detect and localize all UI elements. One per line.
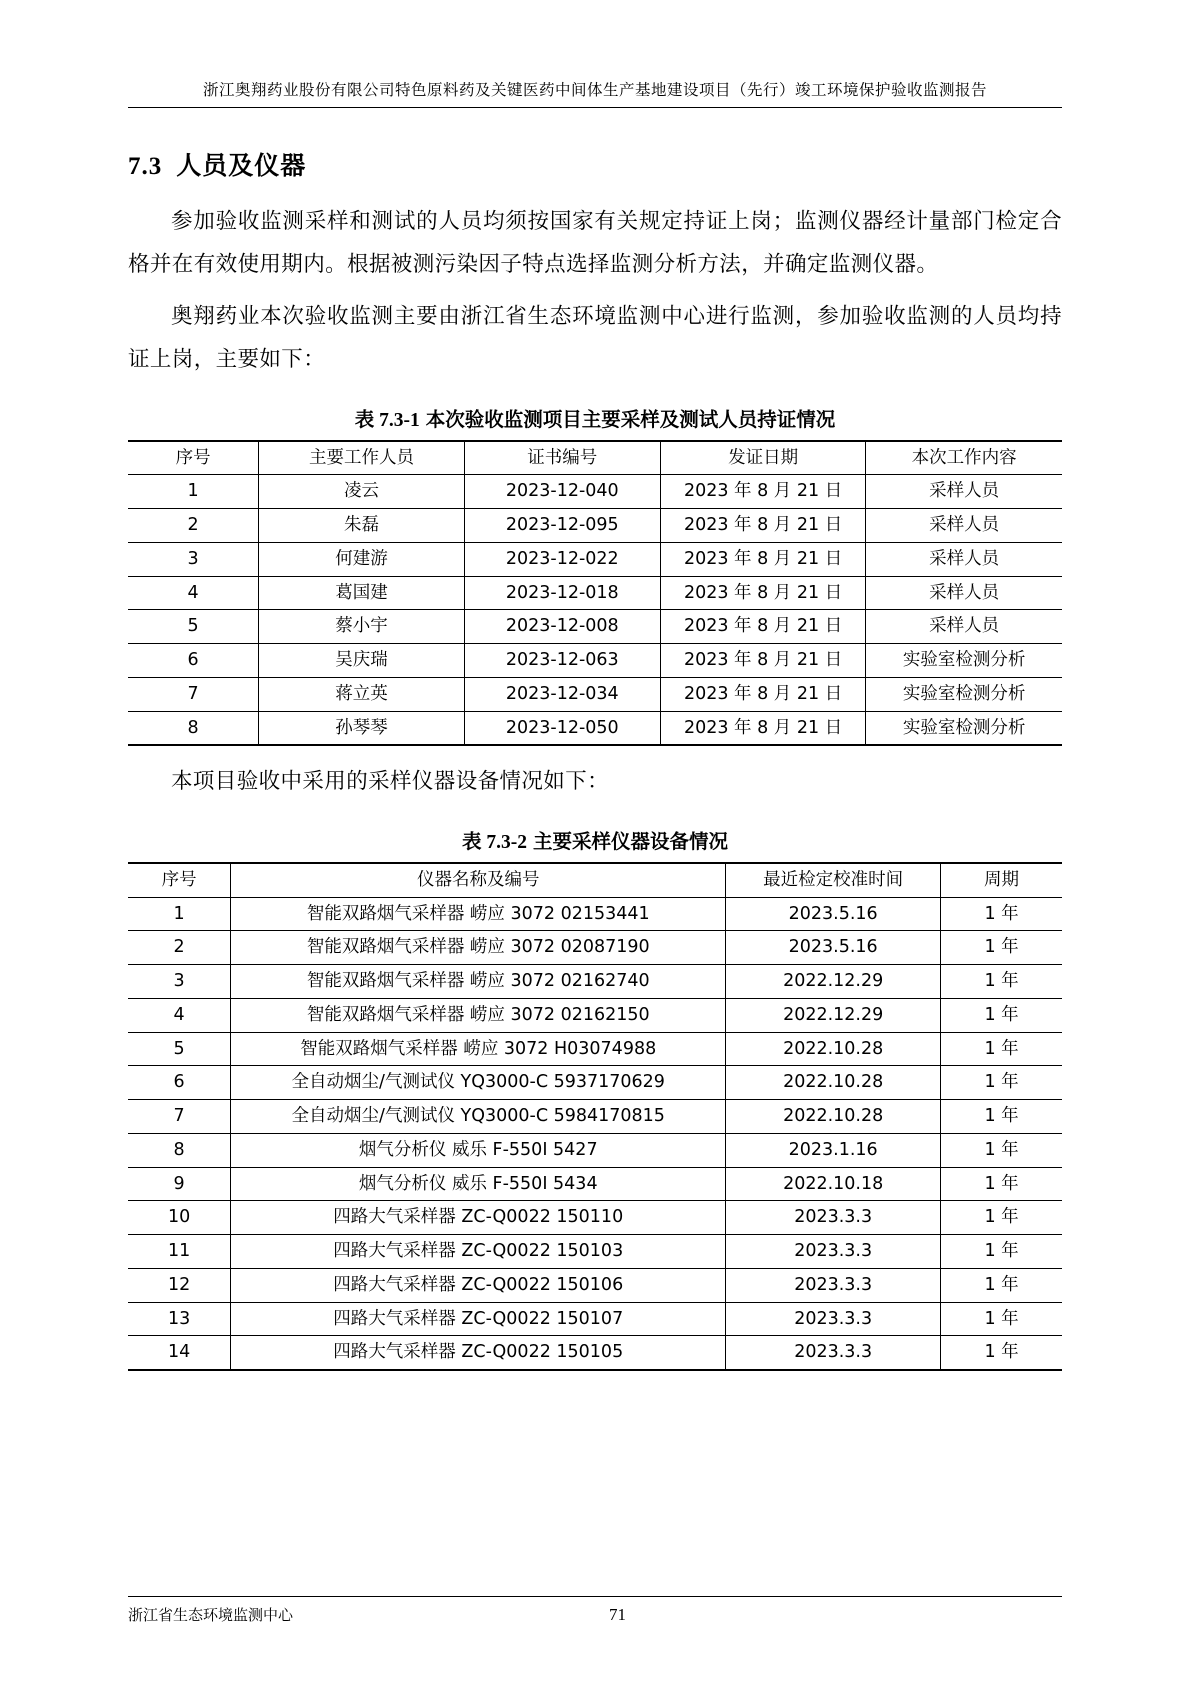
- table-cell: 智能双路烟气采样器 崂应 3072 H03074988: [231, 1032, 726, 1066]
- table-cell: 2022.10.28: [726, 1066, 941, 1100]
- table-7-3-2-number: 表 7.3-2: [461, 831, 527, 853]
- personnel-column-header: 发证日期: [660, 441, 865, 475]
- table-cell: 1: [128, 897, 231, 931]
- table-cell: 10: [128, 1201, 231, 1235]
- personnel-column-header: 序号: [128, 441, 259, 475]
- table-row: [128, 475, 1062, 509]
- table-cell: 采样人员: [866, 509, 1062, 543]
- table-cell: 2023.3.3: [726, 1201, 941, 1235]
- table-row: [128, 610, 1062, 644]
- table-row: [128, 542, 1062, 576]
- table-cell: 1 年: [941, 931, 1062, 965]
- table-cell: 2023.3.3: [726, 1336, 941, 1370]
- table-7-3-1-caption: [128, 404, 1062, 432]
- table-cell: 智能双路烟气采样器 崂应 3072 02162150: [231, 998, 726, 1032]
- section-title-text: 人员及仪器: [176, 151, 307, 180]
- table-equipment: [128, 862, 1062, 1371]
- table-cell: 2023 年 8 月 21 日: [660, 610, 865, 644]
- table-cell: 2023 年 8 月 21 日: [660, 677, 865, 711]
- table-cell: 四路大气采样器 ZC-Q0022 150105: [231, 1336, 726, 1370]
- table-row: [128, 576, 1062, 610]
- table-cell: 全自动烟尘/气测试仪 YQ3000-C 5937170629: [231, 1066, 726, 1100]
- table-cell: 2023 年 8 月 21 日: [660, 644, 865, 678]
- table-cell: 7: [128, 1100, 231, 1134]
- table-cell: 2023 年 8 月 21 日: [660, 542, 865, 576]
- table-cell: 何建游: [259, 542, 464, 576]
- table-cell: 7: [128, 677, 259, 711]
- table-7-3-1-title: 本次验收监测项目主要采样及测试人员持证情况: [425, 407, 836, 431]
- table-cell: 1: [128, 475, 259, 509]
- table-cell: 4: [128, 998, 231, 1032]
- personnel-column-header: 证书编号: [464, 441, 660, 475]
- table-cell: 1 年: [941, 897, 1062, 931]
- section-number: 7.3: [128, 153, 163, 180]
- table-cell: 采样人员: [866, 542, 1062, 576]
- table-cell: 8: [128, 711, 259, 745]
- table-cell: 2023-12-040: [464, 475, 660, 509]
- table-row: [128, 509, 1062, 543]
- footer-organization: 浙江省生态环境监测中心: [128, 1606, 294, 1624]
- table-cell: 2023-12-022: [464, 542, 660, 576]
- table-cell: 2023 年 8 月 21 日: [660, 509, 865, 543]
- paragraph-monitoring-center: 奥翔药业本次验收监测主要由浙江省生态环境监测中心进行监测，参加验收监测的人员均持证上岗，主要如下：: [128, 303, 1062, 373]
- table-cell: 11: [128, 1235, 231, 1269]
- table-cell: 凌云: [259, 475, 464, 509]
- table-cell: 2023.5.16: [726, 931, 941, 965]
- table-cell: 朱磊: [259, 509, 464, 543]
- table-row: [128, 711, 1062, 745]
- table-cell: 6: [128, 644, 259, 678]
- table-cell: 2023 年 8 月 21 日: [660, 475, 865, 509]
- table-row: [128, 1268, 1062, 1302]
- table-cell: 2022.10.18: [726, 1167, 941, 1201]
- table-7-3-2-title: 主要采样仪器设备情况: [532, 829, 728, 853]
- table-cell: 采样人员: [866, 610, 1062, 644]
- table-cell: 2023 年 8 月 21 日: [660, 711, 865, 745]
- table-row: [128, 1235, 1062, 1269]
- personnel-column-header: 主要工作人员: [259, 441, 464, 475]
- table-cell: 2023.1.16: [726, 1133, 941, 1167]
- table-cell: 智能双路烟气采样器 崂应 3072 02153441: [231, 897, 726, 931]
- table-cell: 2023-12-008: [464, 610, 660, 644]
- table-row: [128, 1066, 1062, 1100]
- table-cell: 1 年: [941, 1167, 1062, 1201]
- table-cell: 2022.10.28: [726, 1100, 941, 1134]
- table-cell: 实验室检测分析: [866, 711, 1062, 745]
- table-7-3-1-number: 表 7.3-1: [354, 409, 420, 431]
- table-cell: 葛国建: [259, 576, 464, 610]
- table-cell: 4: [128, 576, 259, 610]
- section-heading: [128, 146, 1062, 182]
- table-cell: 5: [128, 610, 259, 644]
- table-cell: 蔡小宇: [259, 610, 464, 644]
- table-cell: 12: [128, 1268, 231, 1302]
- table-cell: 1 年: [941, 1302, 1062, 1336]
- table-cell: 2023-12-050: [464, 711, 660, 745]
- table-row: [128, 1133, 1062, 1167]
- table-cell: 1 年: [941, 1336, 1062, 1370]
- table-cell: 四路大气采样器 ZC-Q0022 150106: [231, 1268, 726, 1302]
- personnel-header-row: [128, 441, 1062, 475]
- table-cell: 实验室检测分析: [866, 677, 1062, 711]
- paragraph-equipment-intro: 本项目验收中采用的采样仪器设备情况如下：: [171, 769, 610, 795]
- table-row: [128, 931, 1062, 965]
- table-row: [128, 897, 1062, 931]
- table-row: [128, 677, 1062, 711]
- table-cell: 烟气分析仪 威乐 F-550I 5427: [231, 1133, 726, 1167]
- table-cell: 烟气分析仪 威乐 F-550I 5434: [231, 1167, 726, 1201]
- table-cell: 2: [128, 931, 231, 965]
- equipment-column-header: 最近检定校准时间: [726, 863, 941, 897]
- table-cell: 1 年: [941, 965, 1062, 999]
- table-row: [128, 965, 1062, 999]
- table-cell: 四路大气采样器 ZC-Q0022 150110: [231, 1201, 726, 1235]
- table-cell: 3: [128, 965, 231, 999]
- equipment-column-header: 仪器名称及编号: [231, 863, 726, 897]
- table-cell: 吴庆瑞: [259, 644, 464, 678]
- table-cell: 2022.12.29: [726, 965, 941, 999]
- table-cell: 2023.3.3: [726, 1235, 941, 1269]
- table-cell: 孙琴琴: [259, 711, 464, 745]
- table-cell: 5: [128, 1032, 231, 1066]
- table-cell: 1 年: [941, 1100, 1062, 1134]
- document-header: 浙江奥翔药业股份有限公司特色原料药及关键医药中间体生产基地建设项目（先行）竣工环境保护验收监测报告: [128, 78, 1062, 108]
- table-7-3-2-caption: [128, 826, 1062, 854]
- table-cell: 2023-12-063: [464, 644, 660, 678]
- table-cell: 2023-12-018: [464, 576, 660, 610]
- table-cell: 8: [128, 1133, 231, 1167]
- table-cell: 1 年: [941, 1133, 1062, 1167]
- table-cell: 2: [128, 509, 259, 543]
- table-cell: 13: [128, 1302, 231, 1336]
- table-row: [128, 1201, 1062, 1235]
- table-cell: 采样人员: [866, 576, 1062, 610]
- table-cell: 蒋立英: [259, 677, 464, 711]
- table-cell: 实验室检测分析: [866, 644, 1062, 678]
- table-cell: 1 年: [941, 1032, 1062, 1066]
- table-cell: 2023 年 8 月 21 日: [660, 576, 865, 610]
- table-row: [128, 1336, 1062, 1370]
- table-cell: 四路大气采样器 ZC-Q0022 150103: [231, 1235, 726, 1269]
- table-cell: 2023.3.3: [726, 1302, 941, 1336]
- table-cell: 2022.12.29: [726, 998, 941, 1032]
- table-cell: 3: [128, 542, 259, 576]
- table-cell: 1 年: [941, 1235, 1062, 1269]
- table-cell: 全自动烟尘/气测试仪 YQ3000-C 5984170815: [231, 1100, 726, 1134]
- table-cell: 1 年: [941, 1066, 1062, 1100]
- table-row: [128, 1100, 1062, 1134]
- table-row: [128, 1032, 1062, 1066]
- table-row: [128, 1167, 1062, 1201]
- table-cell: 6: [128, 1066, 231, 1100]
- table-cell: 2023-12-095: [464, 509, 660, 543]
- table-cell: 1 年: [941, 1268, 1062, 1302]
- table-cell: 2023-12-034: [464, 677, 660, 711]
- equipment-header-row: [128, 863, 1062, 897]
- personnel-column-header: 本次工作内容: [866, 441, 1062, 475]
- table-row: [128, 998, 1062, 1032]
- equipment-column-header: 序号: [128, 863, 231, 897]
- paragraph-personnel-qualification: 参加验收监测采样和测试的人员均须按国家有关规定持证上岗；监测仪器经计量部门检定合格并在有效使用期内。根据被测污染因子特点选择监测分析方法，并确定监测仪器。: [128, 209, 1062, 278]
- table-personnel: [128, 440, 1062, 747]
- table-cell: 2023.5.16: [726, 897, 941, 931]
- table-cell: 1 年: [941, 998, 1062, 1032]
- footer-page-number: 71: [609, 1604, 626, 1624]
- table-cell: 2023.3.3: [726, 1268, 941, 1302]
- table-cell: 智能双路烟气采样器 崂应 3072 02087190: [231, 931, 726, 965]
- table-cell: 四路大气采样器 ZC-Q0022 150107: [231, 1302, 726, 1336]
- table-cell: 14: [128, 1336, 231, 1370]
- table-cell: 2022.10.28: [726, 1032, 941, 1066]
- table-cell: 智能双路烟气采样器 崂应 3072 02162740: [231, 965, 726, 999]
- equipment-column-header: 周期: [941, 863, 1062, 897]
- document-footer: [128, 1596, 1062, 1625]
- table-row: [128, 1302, 1062, 1336]
- table-row: [128, 644, 1062, 678]
- table-cell: 9: [128, 1167, 231, 1201]
- table-cell: 采样人员: [866, 475, 1062, 509]
- table-cell: 1 年: [941, 1201, 1062, 1235]
